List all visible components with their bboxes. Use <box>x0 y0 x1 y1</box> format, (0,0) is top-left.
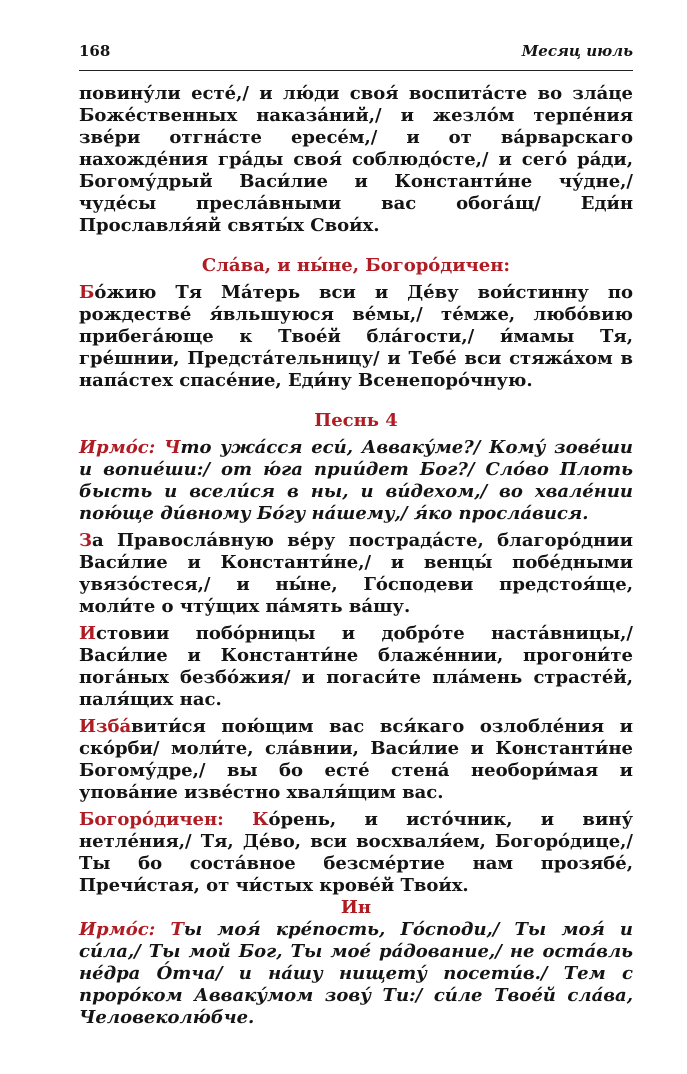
initial-letter: З <box>79 530 92 551</box>
paragraph-text: то ужа́сся еси́, Аввaку́ме?/ Кому́ зове́ши и вопие́ши:/ от ю́га прии́дет Бог?/ Сло́во Плоть бысть и всели́ся в ны, и ви́дехом,/ во хвале́нии пою́ще ди́вному Бо́гу на́шему,/ я́ко просла́вися. <box>79 437 633 524</box>
paragraph-text: повину́ли есте́,/ и лю́ди своя́ воспита́сте во зла́це Боже́ственных наказа́ний,/ и жезло́м терпе́ния зве́ри отгна́сте ересе́м,/ и от ва́рварскаго нахожде́ния гра́ды своя́ соблюдо́сте,/ и сего́ ра́ди, Богому́дрый Васи́лие и Константи́не чу́дне,/ чуде́сы пресла́вными вас обога́щ/ Еди́н Прославля́яй святы́х Свои́х. <box>79 83 633 236</box>
paragraph-text: стовии побо́рницы и добро́те наста́вницы,/ Васи́лие и Константи́не блаже́ннии, прогони́те пога́ных безбо́жия/ и погаси́те пла́мень страсте́й, паля́щих нас. <box>79 623 633 710</box>
paragraph-irmos <box>79 437 633 525</box>
rubric-label: Ирмо́с: <box>79 437 165 458</box>
paragraph-theotokion-2 <box>79 809 633 897</box>
paragraph-continuation <box>79 83 633 237</box>
page-header <box>79 38 633 71</box>
initial-letter: Изба́ <box>79 716 132 737</box>
page-body <box>79 83 633 1029</box>
paragraph-text: вити́ся пою́щим вас вся́каго озлобле́ния и ско́рби/ моли́те, сла́внии, Васи́лие и Константи́не Богому́дре,/ вы бо есте́ стена́ необори́мая и упова́ние изве́стно хваля́щим вас. <box>79 716 633 803</box>
paragraph-text: о́жию Тя Ма́терь вси и Де́ву вои́стинну по рождестве́ я́вльшуюся ве́мы,/ те́мже, любо́вию прибега́юще к Твое́й бла́гости,/ и́мамы Тя, гре́шнии, Предста́тельницу/ и Тебе́ вси стяжа́хом в напа́стех спасе́ние, Еди́ну Всенепоро́чную. <box>79 282 633 391</box>
paragraph-text: ы моя́ кре́пость, Го́споди,/ Ты моя́ и си́ла,/ Ты мой Бог, Ты мое́ ра́дование,/ не оста́вль не́дра О́тча/ и на́шу нищету́ посети́в./ Тем с проро́ком Аввaку́мом зову́ Ти:/ си́ле Твое́й сла́ва, Человеколю́бче. <box>79 919 633 1028</box>
paragraph-troparion-2 <box>79 623 633 711</box>
initial-letter: И <box>79 623 97 644</box>
rubric-label: Ирмо́с: <box>79 919 171 940</box>
initial-letter: Ч <box>164 437 181 458</box>
running-title: Месяц июль <box>521 42 633 60</box>
paragraph-troparion-1 <box>79 530 633 618</box>
initial-letter: К <box>252 809 269 830</box>
paragraph-troparion-3 <box>79 716 633 804</box>
paragraph-text: о́рень, и исто́чник, и вину́ нетле́ния,/ Тя, Де́во, вси восхваля́ем, Богоро́дице,/ Ты бо соста́вное безсме́ртие нам прозябе́, Пречи́стая, от чи́стых крове́й Твои́х. <box>79 809 633 896</box>
paragraph-text: а Правосла́вную ве́ру пострада́сте, благоро́днии Васи́лие и Константи́не,/ и венцы́ побе́дными увязо́стеся,/ и ны́не, Го́сподеви предстоя́ще, моли́те о чту́щих па́мять ва́шу. <box>79 530 633 617</box>
heading-slava: Сла́ва, и ны́не, Богоро́дичен: <box>201 255 511 276</box>
initial-letter: Б <box>79 282 95 303</box>
paragraph-irmos-2 <box>79 919 633 1029</box>
rubric-label: Богоро́дичен: <box>79 809 253 830</box>
initial-letter: Т <box>170 919 184 940</box>
page-number: 168 <box>79 42 111 60</box>
heading-in: Ин <box>340 897 372 918</box>
heading-ode-4: Песнь 4 <box>314 410 398 431</box>
paragraph-theotokion <box>79 282 633 392</box>
